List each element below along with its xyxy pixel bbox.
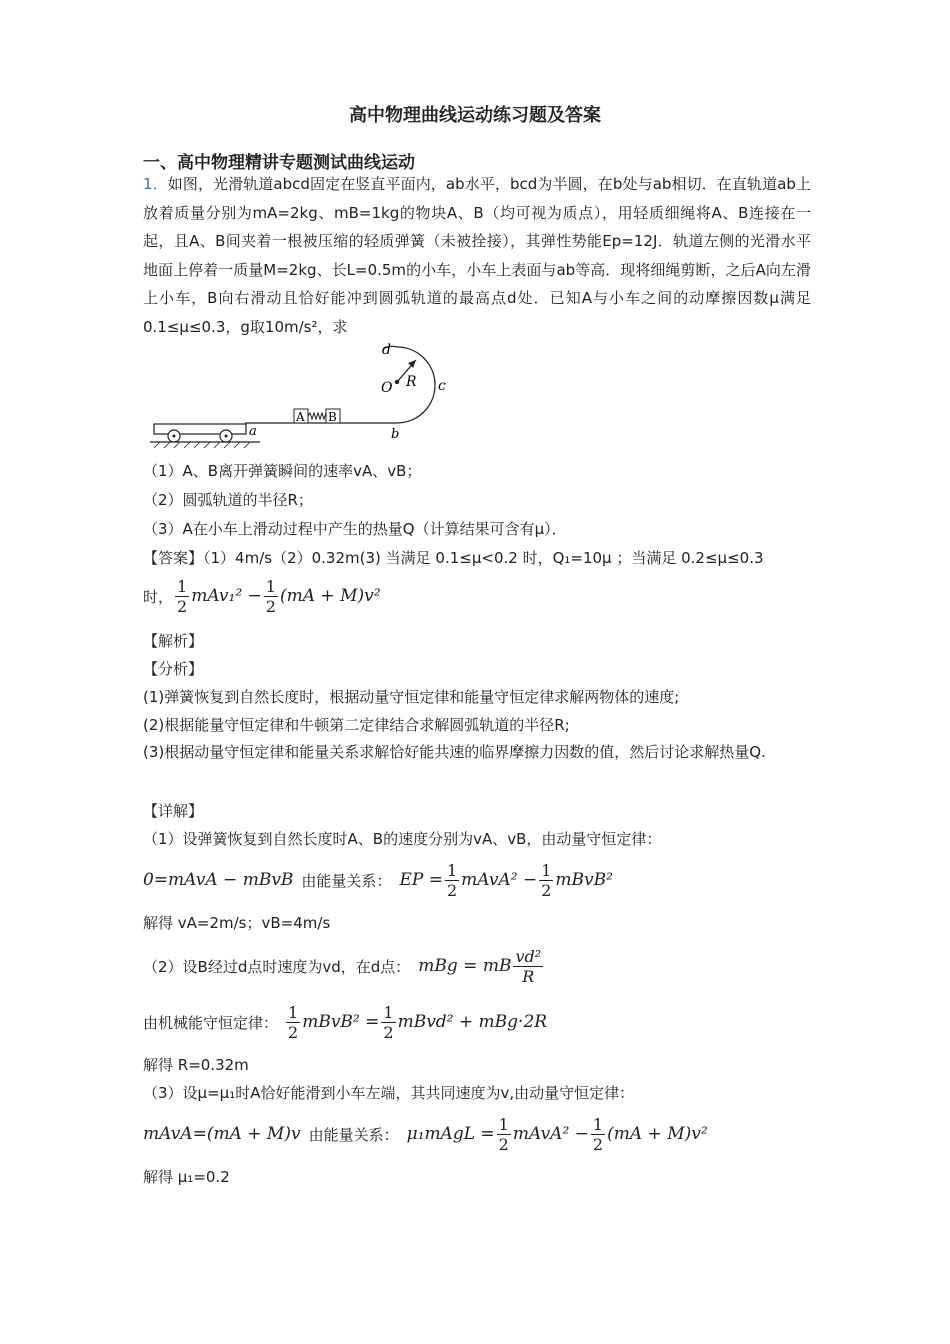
solution-2: 解得 R=0.32m <box>143 1056 249 1074</box>
eq1-right-a: EP = <box>399 870 443 890</box>
eq4-c: (mA + M)v² <box>607 1124 708 1144</box>
analysis-heading: 【解析】 <box>143 632 204 650</box>
fraction-denominator: 2 <box>498 1134 509 1154</box>
eq1-right-b: mAvA² − <box>461 870 538 890</box>
eq3-b: mBvd² + mBg·2R <box>397 1012 548 1032</box>
eq4-left: mAvA=(mA + M)v <box>143 1124 301 1144</box>
answer-formula <box>143 574 381 618</box>
fraction-denominator: 2 <box>383 1022 394 1042</box>
label-o: O <box>381 380 393 396</box>
eq1-mid: 由能量关系： <box>301 871 392 890</box>
fraction <box>591 1115 605 1154</box>
fraction-denominator: 2 <box>541 880 552 900</box>
eq4-mid: 由能量关系： <box>308 1125 399 1144</box>
eq3-a: mBvB² = <box>302 1012 380 1032</box>
eq4-b: mAvA² − <box>512 1124 589 1144</box>
fraction-numerator: 1 <box>383 1002 394 1022</box>
eq4-a: μ₁mAgL = <box>406 1124 495 1144</box>
fraction-denominator: R <box>522 966 535 986</box>
answer-expr-b: (mA + M)v² <box>279 586 381 606</box>
equation-3 <box>143 998 547 1046</box>
label-b-block: B <box>328 410 337 424</box>
fraction-denominator: 2 <box>288 1022 299 1042</box>
question-2: （2）圆弧轨道的半径R； <box>143 491 313 509</box>
fraction-numerator: 1 <box>592 1114 604 1134</box>
ground-hatching <box>154 442 250 448</box>
fraction <box>286 1003 300 1042</box>
label-d: d <box>382 342 391 358</box>
fraction-denominator: 2 <box>177 596 188 616</box>
eq1-right-c: mBvB² <box>555 870 613 890</box>
solution-3: 解得 μ₁=0.2 <box>143 1168 230 1186</box>
solution-1: 解得 vA=2m/s；vB=4m/s <box>143 914 331 932</box>
answer-prefix: 时， <box>143 587 174 606</box>
eq2-expr: mBg = mB <box>418 956 512 976</box>
fraction <box>264 577 278 616</box>
equation-4 <box>143 1110 708 1158</box>
fraction-numerator: 1 <box>177 576 188 596</box>
fraction-denominator: 2 <box>446 880 458 900</box>
fraction <box>381 1003 395 1042</box>
fraction-denominator: 2 <box>592 1134 604 1154</box>
fraction <box>445 861 459 900</box>
label-a-block: A <box>296 410 305 424</box>
step-2b-text: 由机械能守恒定律： <box>143 1013 279 1032</box>
step-1-text: （1）设弹簧恢复到自然长度时A、B的速度分别为vA、vB，由动量守恒定律： <box>143 830 662 848</box>
fenxi-3: (3)根据动量守恒定律和能量关系求解恰好能共速的临界摩擦力因数的值，然后讨论求解热量Q. <box>143 743 766 761</box>
equation-2 <box>143 942 545 990</box>
fraction-denominator: 2 <box>265 596 276 616</box>
label-c: c <box>438 378 446 394</box>
fraction-numerator: 1 <box>446 860 458 880</box>
wheel-hub-left <box>173 435 176 438</box>
answer-expr-a: mAv₁² − <box>191 586 262 606</box>
fraction <box>497 1115 511 1154</box>
label-r: R <box>406 374 417 390</box>
fraction <box>175 577 189 616</box>
problem-statement <box>143 170 811 341</box>
problem-number: 1． <box>143 175 168 193</box>
eq1-left: 0=mAvA − mBvB <box>143 870 294 890</box>
fraction-numerator: 1 <box>265 576 276 596</box>
fraction-numerator: 1 <box>288 1002 299 1022</box>
radius-arrowhead <box>408 360 416 368</box>
problem-text: 如图，光滑轨道abcd固定在竖直平面内，ab水平，bcd为半圆，在b处与ab相切．在直轨道ab上放着质量分别为mA=2kg、mB=1kg的物块A、B（均可视为质点），用轻质细绳将A、B连接在一起，且A、B间夹着一根被压缩的轻质弹簧（未被拴接），其弹性势能Ep=12J．轨道左侧的光滑水平地面上停着一质量M=2kg、长L=0.5m的小车，小车上表面与ab等高．现将细绳剪断，之后A向左滑上小车，B向右滑动且恰好能冲到圆弧轨道的最高点d处．已知A与小车之间的动摩擦因数μ满足0.1≤μ≤0.3，g取10m/s²，求 <box>143 175 812 336</box>
spring <box>308 413 328 419</box>
section-heading: 一、高中物理精讲专题测试曲线运动 <box>143 153 415 173</box>
detail-heading: 【详解】 <box>143 802 204 820</box>
fraction <box>513 947 543 986</box>
answer-line: 【答案】（1）4m/s（2）0.32m(3) 当满足 0.1≤μ<0.2 时，Q₁=10μ ；当满足 0.2≤μ≤0.3 <box>143 549 764 567</box>
fenxi-heading: 【分析】 <box>143 660 204 678</box>
cart <box>154 424 246 434</box>
wheel-hub-right <box>225 435 228 438</box>
label-a: a <box>249 424 257 439</box>
page-title: 高中物理曲线运动练习题及答案 <box>349 105 601 126</box>
fraction <box>539 861 553 900</box>
fraction-numerator: 1 <box>541 860 552 880</box>
question-3: （3）A在小车上滑动过程中产生的热量Q（计算结果可含有μ）． <box>143 520 567 538</box>
track-diagram <box>150 340 450 450</box>
label-b: b <box>391 427 400 442</box>
fraction-numerator: vd² <box>515 946 542 966</box>
equation-1 <box>143 856 613 904</box>
step-2-text: （2）设B经过d点时速度为vd，在d点： <box>143 957 411 976</box>
fenxi-1: (1)弹簧恢复到自然长度时，根据动量守恒定律和能量守恒定律求解两物体的速度; <box>143 688 680 706</box>
step-3-text: （3）设μ=μ₁时A恰好能滑到小车左端，其共同速度为v,由动量守恒定律： <box>143 1084 635 1102</box>
question-1: （1）A、B离开弹簧瞬间的速率vA、vB； <box>143 462 422 480</box>
fenxi-2: (2)根据能量守恒定律和牛顿第二定律结合求解圆弧轨道的半径R; <box>143 716 570 734</box>
fraction-numerator: 1 <box>498 1114 509 1134</box>
